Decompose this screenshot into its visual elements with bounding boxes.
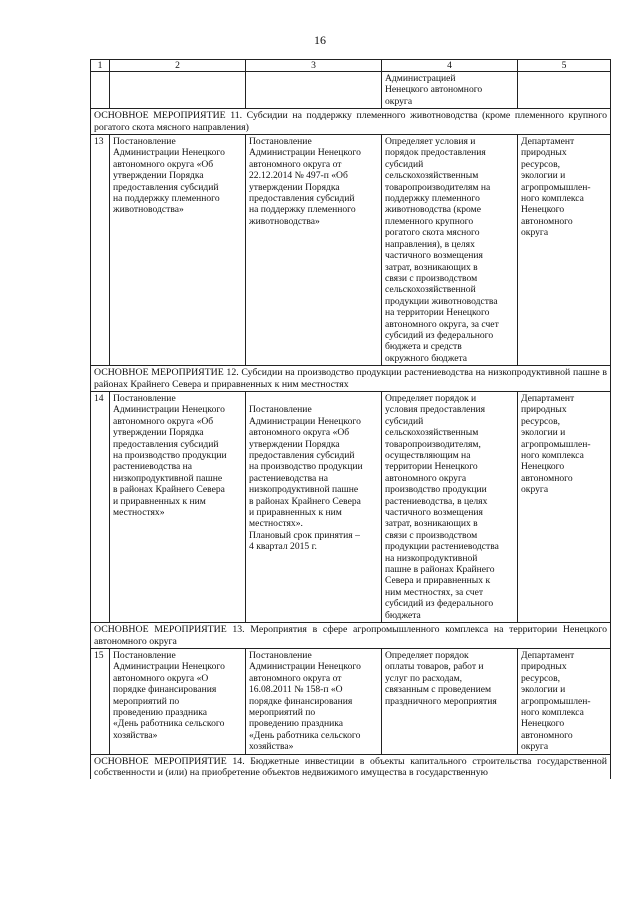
section-row-12: [91, 366, 611, 392]
cell-act-details: Постановление Администрации Ненецкого автономного округа от 16.08.2011 № 158-п «О порядке финансирования мероприятий по проведению праздника «День работника сельского хозяйства»: [246, 648, 382, 754]
cell-act-details: [246, 391, 382, 622]
section-title-14: ОСНОВНОЕ МЕРОПРИЯТИЕ 14. Бюджетные инвестиции в объекты капитального строительства государственной собственности и (или) на приобретение объектов недвижимого имущества в государственную: [91, 754, 611, 779]
table-row-continuation: [91, 72, 611, 109]
section-title-12: ОСНОВНОЕ МЕРОПРИЯТИЕ 12. Субсидии на производство продукции растениеводства на низкопродуктивной пашне в районах Крайнего Севера и приравненных к ним местностях: [91, 366, 611, 392]
table-header-row: [91, 60, 611, 72]
header-col-5: 5: [518, 60, 611, 72]
act-details-text: Постановление Администрации Ненецкого автономного округа «Об утверждении Порядка предоставления субсидий на производство продукции растениеводства на низкопродуктивной пашне в районах Крайнего Севера и приравненных к ним местностях».: [249, 404, 363, 530]
cell-responsible: Департамент природных ресурсов, экологии и агропромышлен- ного комплекса Ненецкого автономного округа: [518, 391, 611, 622]
section-row-13: [91, 623, 611, 649]
cell-act-content: Определяет порядок оплаты товаров, работ и услуг по расходам, связанным с проведением праздничного мероприятия: [382, 648, 518, 754]
legal-acts-table: [90, 59, 611, 779]
cell-num: 14: [91, 391, 110, 622]
cell-act-name: Постановление Администрации Ненецкого автономного округа «Об утверждении Порядка предоставления субсидий на производство продукции растениеводства на низкопродуктивной пашне в районах Крайнего Севера и приравненных к ним местностях»: [110, 391, 246, 622]
cell-act-name: Постановление Администрации Ненецкого автономного округа «Об утверждении Порядка предоставления субсидий на поддержку племенного животноводства»: [110, 135, 246, 366]
cell-act-content: Определяет порядок и условия предоставления субсидий сельскохозяйственным товаропроизводителям, осуществляющим на территории Ненецкого автономного округа производство продукции растениеводства, в целях частичного возмещения затрат, возникающих в связи с производством продукции растениеводства на низкопродуктивной пашне в районах Крайнего Севера и приравненных к ним местностях, за счет субсидий из федерального бюджета: [382, 391, 518, 622]
cell-responsible: Департамент природных ресурсов, экологии и агропромышлен- ного комплекса Ненецкого автономного округа: [518, 648, 611, 754]
section-row-11: [91, 109, 611, 135]
cell-col-2: [110, 72, 246, 109]
cell-act-details: Постановление Администрации Ненецкого автономного округа от 22.12.2014 № 497-п «Об утверждении Порядка предоставления субсидий на поддержку племенного животноводства»: [246, 135, 382, 366]
header-col-4: 4: [382, 60, 518, 72]
cell-col-5: [518, 72, 611, 109]
section-row-14: [91, 754, 611, 779]
header-col-2: 2: [110, 60, 246, 72]
cell-responsible: Департамент природных ресурсов, экологии и агропромышлен- ного комплекса Ненецкого автономного округа: [518, 135, 611, 366]
cell-col-4: Администрацией Ненецкого автономного округа: [382, 72, 518, 109]
cell-num: 13: [91, 135, 110, 366]
table-row-13: [91, 135, 611, 366]
cell-act-name: Постановление Администрации Ненецкого автономного округа «О порядке финансирования мероприятий по проведению праздника «День работника сельского хозяйства»: [110, 648, 246, 754]
planned-adoption-date: Плановый срок принятия – 4 квартал 2015 г.: [249, 529, 360, 553]
section-title-13: ОСНОВНОЕ МЕРОПРИЯТИЕ 13. Мероприятия в сфере агропромышленного комплекса на территории Ненецкого автономного округа: [91, 623, 611, 649]
cell-col-3: [246, 72, 382, 109]
header-col-3: 3: [246, 60, 382, 72]
table-row-15: [91, 648, 611, 754]
header-col-1: 1: [91, 60, 110, 72]
section-title-11: ОСНОВНОЕ МЕРОПРИЯТИЕ 11. Субсидии на поддержку племенного животноводства (кроме племенного крупного рогатого скота мясного направления): [91, 109, 611, 135]
table-row-14: [91, 391, 611, 622]
cell-num: 15: [91, 648, 110, 754]
cell-act-content: Определяет условия и порядок предоставления субсидий сельскохозяйственным товаропроизводителям на поддержку племенного животноводства (кроме племенного крупного рогатого скота мясного направления), в целях частичного возмещения затрат, возникающих в связи с производством сельскохозяйственной продукции животноводства на территории Ненецкого автономного округа, за счет субсидий из федерального бюджета и средств окружного бюджета: [382, 135, 518, 366]
cell-num: [91, 72, 110, 109]
page-number: 16: [314, 33, 326, 47]
